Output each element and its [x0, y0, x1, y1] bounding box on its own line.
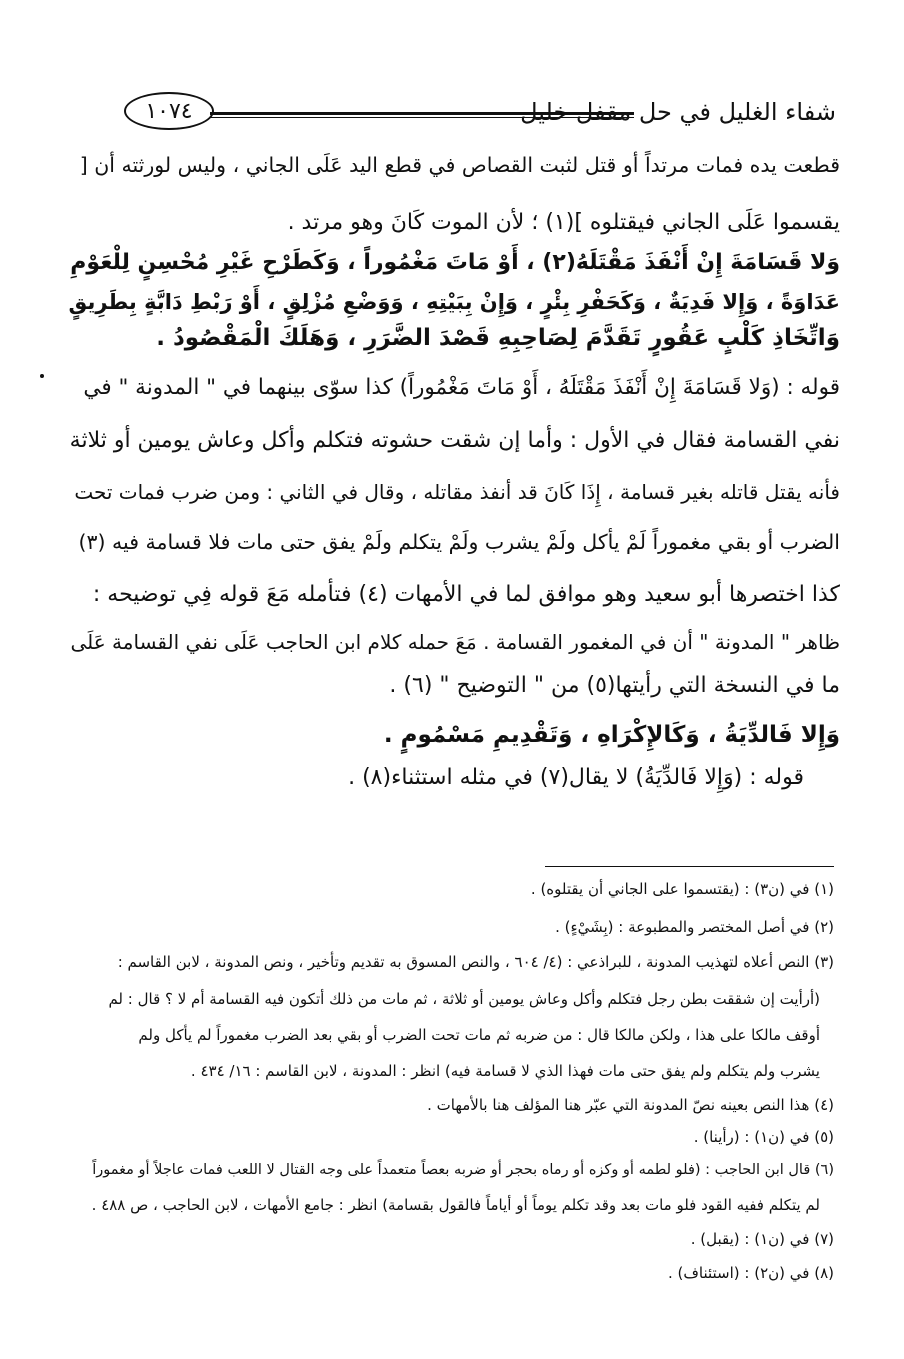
footnote: (أرأيت إن شققت بطن رجل فتكلم وأكل وعاش يومين أو ثلاثة ، ثم مات من ذلك أتكون فيه القسامة أم لا ؟ قال : لم [108, 990, 820, 1008]
body-line: قطعت يده فمات مرتداً أو قتل لثبت القصاص في قطع اليد عَلَى الجاني ، وليس لورثته أن [ [79, 153, 840, 177]
footnote-separator [545, 866, 834, 867]
footnote: يشرب ولم يتكلم ولم يفق حتى مات فهذا الذي لا قسامة فيه) انظر : المدونة ، لابن القاسم : ١٦/ ٤٣٤ . [190, 1062, 820, 1080]
body-line: قوله : (وَإِلا فَالدِّيَةُ) لا يقال(٧) في مثله استثناء(٨) . [348, 765, 804, 790]
footnote: (٢) في أصل المختصر والمطبوعة : (بِشَيْءٍ) . [555, 918, 834, 936]
footnote: (٧) في (ن١) : (يقبل) . [690, 1230, 834, 1248]
body-line: فأنه يقتل قاتله بغير قسامة ، إِذَا كَانَ قد أنفذ مقاتله ، وقال في الثاني : ومن ضرب فمات تحت [74, 480, 840, 504]
matn-line: وَلا قَسَامَةَ إِنْ أَنْفَذَ مَقْتَلَهُ(٢) ، أَوْ مَاتَ مَغْمُوراً ، وَكَطَرْحِ غَيْرِ مُحْسِنٍ لِلْعَوْمِ [70, 250, 840, 275]
body-line: كذا اختصرها أبو سعيد وهو موافق لما في الأمهات (٤) فتأمله مَعَ قوله فِي توضيحه : [92, 582, 840, 607]
running-title: شفاء الغليل في حل مقفل خليل [520, 98, 836, 126]
footnote: (٣) النص أعلاه لتهذيب المدونة ، للبراذعي : (٤/ ٦٠٤ ، والنص المسوق به تقديم وتأخير ، ونص المدونة ، لابن القاسم : [117, 953, 834, 971]
footnote: (٦) قال ابن الحاجب : (فلو لطمه أو وكزه أو رماه بحجر أو ضربه بعصاً متعمداً على وجه القتال لا اللعب فمات عاجلاً أو مغموراً [92, 1162, 834, 1178]
footnote: لم يتكلم ففيه القود فلو مات بعد وقد تكلم يوماً أو أياماً فالقول بقسامة) انظر : جامع الأمهات ، لابن الحاجب ، ص ٤٨٨ . [91, 1196, 820, 1214]
body-line: يقسموا عَلَى الجاني فيقتلوه ](١) ؛ لأن الموت كَانَ وهو مرتد . [287, 210, 840, 235]
matn-line: عَدَاوَةً ، وَإِلا فَدِيَةٌ ، وَكَحَفْرِ بِئْرٍ ، وَإِنْ بِبَيْتِهِ ، وَوَضْعِ مُزْلِقٍ ، أَوْ رَبْطِ دَابَّةٍ بِطَرِيقٍ [68, 290, 840, 314]
body-line: ظاهر " المدونة " أن في المغمور القسامة . مَعَ حمله كلام ابن الحاجب عَلَى نفي القسامة عَلَى [70, 630, 840, 654]
body-line: نفي القسامة فقال في الأول : وأما إن شقت حشوته فتكلم وأكل وعاش يومين أو ثلاثة [69, 428, 840, 453]
footnote: (٤) هذا النص بعينه نصّ المدونة التي عبّر هنا المؤلف هنا بالأمهات . [427, 1096, 834, 1114]
page-number-text: ١٠٧٤ [145, 98, 193, 124]
footnote: (٥) في (ن١) : (رأينا) . [693, 1128, 834, 1146]
body-line: قوله : (وَلا قَسَامَةَ إِنْ أَنْفَذَ مَقْتَلَهُ ، أَوْ مَاتَ مَغْمُوراً) كذا سوّى بينهما في " المدونة " في [83, 375, 840, 400]
footnote: (١) في (ن٣) : (يقتسموا على الجاني أن يقتلوه) . [530, 880, 834, 898]
footnote: أوقف مالكا على هذا ، ولكن مالكا قال : من ضربه ثم مات تحت الضرب أو بقي بعد الضرب مغموراً لم يأكل ولم [138, 1026, 820, 1044]
margin-mark [40, 374, 44, 378]
page-number [124, 92, 214, 130]
body-line: الضرب أو بقي مغموراً لَمْ يأكل ولَمْ يشرب ولَمْ يتكلم ولَمْ يفق حتى مات فلا قسامة فيه (٣) [78, 530, 840, 554]
matn-line: وَاتِّخَاذِ كَلْبٍ عَقُورٍ تَقَدَّمَ لِصَاحِبِهِ قَصْدَ الضَّرَرِ ، وَهَلَكَ الْمَقْصُودُ . [156, 325, 840, 351]
body-line: ما في النسخة التي رأيتها(٥) من " التوضيح " (٦) . [389, 673, 840, 698]
matn-line: وَإِلا فَالدِّيَةُ ، وَكَالإِكْرَاهِ ، وَتَقْدِيمِ مَسْمُومٍ . [383, 722, 840, 748]
footnote: (٨) في (ن٢) : (استئناف) . [667, 1264, 834, 1282]
